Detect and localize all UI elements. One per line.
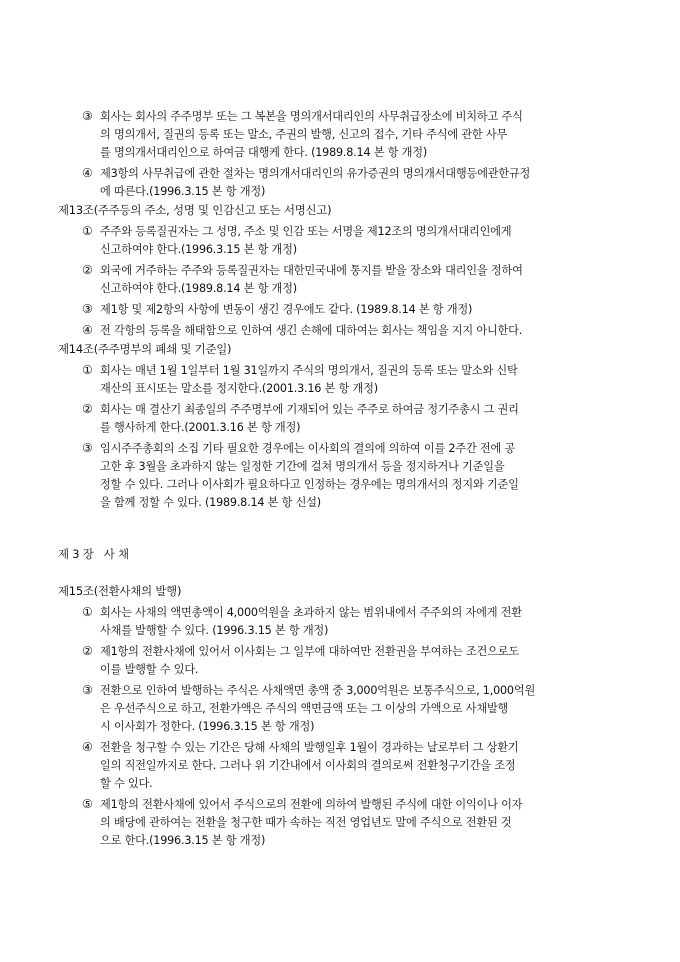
item-number: ③ — [82, 109, 93, 123]
article-13-heading: 제13조(주주등의 주소, 성명 및 인감신고 또는 서명신고) — [58, 203, 332, 217]
item-number: ③ — [82, 302, 93, 316]
item-number: ② — [82, 402, 93, 416]
item-number: ③ — [82, 441, 93, 455]
item-line: 의 명의개서, 질권의 등록 또는 말소, 주권의 발행, 신고의 접수, 기타 주식에 관한 사무 — [100, 128, 508, 141]
item-line: 사채를 발행할 수 있다. (1996.3.15 본 항 개정) — [100, 624, 329, 637]
item-line: 신고하여야 한다.(1996.3.15 본 항 개정) — [100, 243, 297, 256]
item-number: ④ — [82, 323, 93, 337]
item-line: 전환으로 인하여 발행하는 주식은 사채액면 총액 중 3,000억원은 보통주식으로, 1,000억원 — [100, 684, 536, 697]
chapter-3-heading: 제 3 장 사 채 — [58, 547, 129, 561]
item-line: 전 각항의 등록을 해태함으로 인하여 생긴 손해에 대하여는 회사는 책임을 지지 아니한다. — [100, 324, 523, 337]
item-line: 을 함께 정할 수 있다. (1989.8.14 본 항 신설) — [100, 496, 321, 509]
item-line: 고한 후 3월을 초과하지 않는 일정한 기간에 걸쳐 명의개서 등을 정지하거나 기준일을 — [100, 460, 505, 473]
article-15-heading: 제15조(전환사채의 발행) — [58, 584, 182, 598]
item-line: 외국에 거주하는 주주와 등록질권자는 대한민국내에 통지를 받을 장소와 대리인을 정하여 — [100, 264, 523, 277]
item-line: 할 수 있다. — [100, 777, 153, 790]
item-line: 임시주주총회의 소집 기타 필요한 경우에는 이사회의 결의에 의하여 이를 2주간 전에 공 — [100, 442, 516, 455]
item-number: ③ — [82, 683, 93, 697]
item-number: ④ — [82, 740, 93, 754]
item-number: ④ — [82, 166, 93, 180]
item-line: 를 명의개서대리인으로 하여금 대행케 한다. (1989.8.14 본 항 개정) — [100, 146, 428, 159]
item-line: 전환을 청구할 수 있는 기간은 당해 사채의 발행일후 1월이 경과하는 날로부터 그 상환기 — [100, 741, 519, 754]
item-line: 제1항 및 제2항의 사항에 변동이 생긴 경우에도 같다. (1989.8.14 본 항 개정) — [100, 303, 473, 316]
item-line: 은 우선주식으로 하고, 전환가액은 주식의 액면금액 또는 그 이상의 가액으로 사채발행 — [100, 702, 509, 715]
item-line: 정할 수 있다. 그러나 이사회가 필요하다고 인정하는 경우에는 명의개서의 정지와 기준일 — [100, 478, 519, 491]
item-line: 회사는 매 결산기 최종일의 주주명부에 기재되어 있는 주주로 하여금 정기주총시 그 권리 — [100, 403, 519, 416]
item-line: 회사는 매년 1월 1일부터 1월 31일까지 주식의 명의개서, 질권의 등록 또는 말소와 신탁 — [100, 364, 518, 377]
item-line: 회사는 회사의 주주명부 또는 그 복본을 명의개서대리인의 사무취급장소에 비치하고 주식 — [100, 110, 523, 123]
article-14-heading: 제14조(주주명부의 폐쇄 및 기준일) — [58, 342, 232, 356]
item-line: 재산의 표시또는 말소를 정지한다.(2001.3.16 본 항 개정) — [100, 382, 378, 395]
item-line: 제3항의 사무취급에 관한 절차는 명의개서대리인의 유가증권의 명의개서대행등에관한규정 — [100, 167, 531, 180]
item-line: 의 배당에 관하여는 전환을 청구한 때가 속하는 직전 영업년도 말에 주식으로 전환된 것 — [100, 816, 512, 829]
item-line: 주주와 등록질권자는 그 성명, 주소 및 인감 또는 서명을 제12조의 명의개서대리인에게 — [100, 225, 512, 238]
item-line: 으로 한다.(1996.3.15 본 항 개정) — [100, 834, 266, 847]
item-line: 신고하여야 한다.(1989.8.14 본 항 개정) — [100, 282, 297, 295]
item-line: 를 행사하게 한다.(2001.3.16 본 항 개정) — [100, 421, 301, 434]
item-number: ② — [82, 263, 93, 277]
item-line: 일의 직전일까지로 한다. 그러나 위 기간내에서 이사회의 결의로써 전환청구기간을 조정 — [100, 759, 516, 772]
item-number: ② — [82, 644, 93, 658]
item-number: ① — [82, 224, 93, 238]
item-line: 이를 발행할 수 있다. — [100, 663, 199, 676]
item-line: 제1항의 전환사채에 있어서 이사회는 그 일부에 대하여만 전환권을 부여하는 조건으로도 — [100, 645, 519, 658]
item-line: 제1항의 전환사채에 있어서 주식으로의 전환에 의하여 발행된 주식에 대한 이익이나 이자 — [100, 798, 523, 811]
item-line: 에 따른다.(1996.3.15 본 항 개정) — [100, 185, 266, 198]
item-number: ① — [82, 605, 93, 619]
item-line: 회사는 사채의 액면총액이 4,000억원을 초과하지 않는 범위내에서 주주외의 자에게 전환 — [100, 606, 522, 619]
item-number: ⑤ — [82, 797, 93, 811]
item-line: 시 이사회가 정한다. (1996.3.15 본 항 개정) — [100, 720, 315, 733]
item-number: ① — [82, 363, 93, 377]
